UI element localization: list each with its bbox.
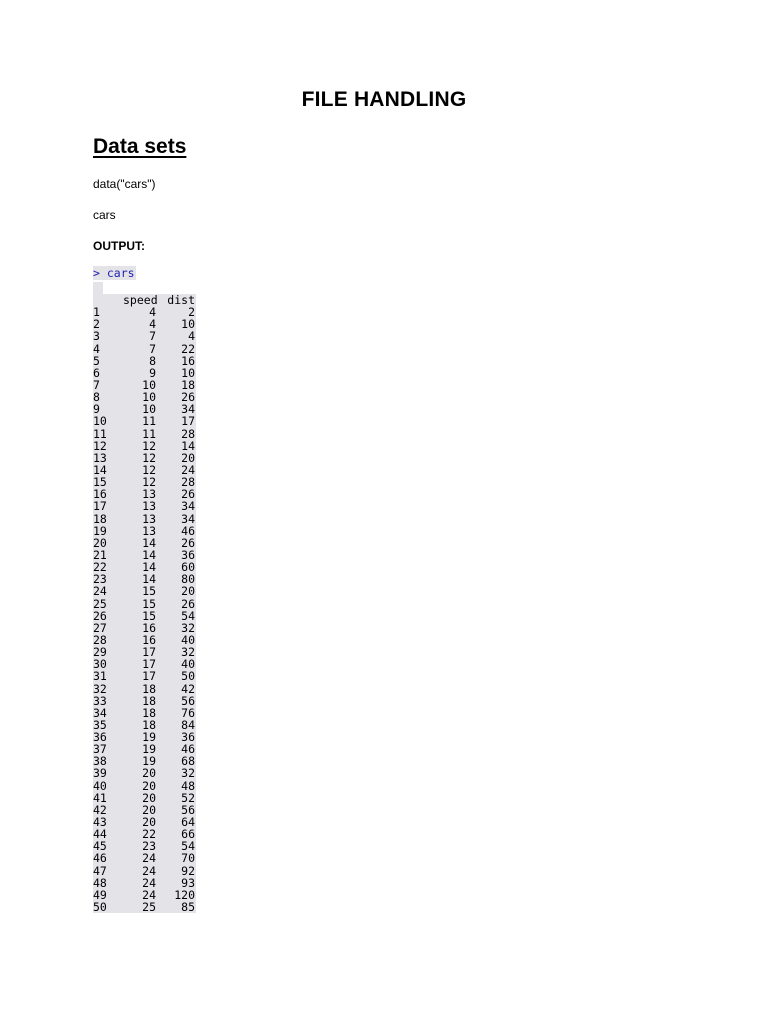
row-dist: 14 [181,438,195,453]
row-dist: 28 [181,475,195,490]
row-speed: 13 [142,523,156,538]
row-index: 1 [93,305,100,320]
console-command-line [93,267,196,281]
table-row [93,330,195,342]
row-dist: 50 [181,669,195,684]
row-speed: 24 [142,863,156,878]
row-dist: 64 [181,815,195,830]
row-dist: 20 [181,584,195,599]
row-dist: 36 [181,730,195,745]
row-index: 17 [93,499,107,514]
header-dist: dist [167,293,195,307]
row-speed: 19 [142,730,156,745]
row-dist: 60 [181,560,195,575]
row-dist: 10 [181,365,195,380]
row-index: 33 [93,693,107,708]
row-index: 35 [93,717,107,732]
section-heading: Data sets [93,135,187,158]
row-dist: 34 [181,402,195,417]
row-speed: 17 [142,669,156,684]
row-dist: 93 [181,875,195,890]
row-speed: 13 [142,511,156,526]
table-row [93,767,195,779]
table-row [93,865,195,877]
header-speed: speed [123,293,158,307]
row-index: 7 [93,377,100,392]
row-speed: 19 [142,754,156,769]
console-command: cars [106,266,135,280]
row-index: 37 [93,742,107,757]
row-index: 10 [93,414,107,429]
row-speed: 24 [142,887,156,902]
row-dist: 32 [181,766,195,781]
row-dist: 17 [181,414,195,429]
row-index: 42 [93,802,107,817]
console-blank-line [93,282,103,294]
table-row [93,415,195,427]
table-header [93,294,195,306]
row-dist: 34 [181,499,195,514]
row-dist: 22 [181,341,195,356]
row-index: 20 [93,535,107,550]
row-index: 47 [93,863,107,878]
row-speed: 24 [142,875,156,890]
row-index: 13 [93,450,107,465]
row-dist: 84 [181,717,195,732]
row-dist: 48 [181,778,195,793]
table-row [93,318,195,330]
row-index: 9 [93,402,100,417]
row-index: 25 [93,596,107,611]
row-index: 31 [93,669,107,684]
row-dist: 76 [181,705,195,720]
row-index: 39 [93,766,107,781]
row-speed: 10 [142,390,156,405]
row-speed: 24 [142,851,156,866]
row-index: 27 [93,620,107,635]
row-dist: 68 [181,754,195,769]
row-speed: 15 [142,608,156,623]
row-speed: 4 [149,305,156,320]
row-index: 32 [93,681,107,696]
row-dist: 80 [181,572,195,587]
row-dist: 26 [181,596,195,611]
row-index: 29 [93,645,107,660]
table-row [93,670,195,682]
row-index: 30 [93,657,107,672]
row-dist: 66 [181,827,195,842]
row-dist: 10 [181,317,195,332]
row-dist: 24 [181,462,195,477]
table-row [93,343,195,355]
row-speed: 16 [142,620,156,635]
row-speed: 11 [142,426,156,441]
table-row [93,500,195,512]
row-dist: 26 [181,487,195,502]
document-title: FILE HANDLING [301,88,467,111]
row-speed: 15 [142,596,156,611]
table-row [93,440,195,452]
row-speed: 9 [149,365,156,380]
row-index: 44 [93,827,107,842]
row-speed: 8 [149,353,156,368]
row-dist: 92 [181,863,195,878]
row-index: 6 [93,365,100,380]
row-index: 28 [93,632,107,647]
row-index: 19 [93,523,107,538]
row-index: 23 [93,572,107,587]
row-speed: 10 [142,402,156,417]
row-dist: 54 [181,608,195,623]
table-row [93,306,195,318]
row-index: 4 [93,341,100,356]
row-dist: 28 [181,426,195,441]
row-index: 5 [93,353,100,368]
row-speed: 7 [149,341,156,356]
row-dist: 56 [181,693,195,708]
row-dist: 26 [181,535,195,550]
row-speed: 12 [142,475,156,490]
row-speed: 20 [142,802,156,817]
row-dist: 46 [181,523,195,538]
row-speed: 11 [142,414,156,429]
row-dist: 52 [181,790,195,805]
row-index: 45 [93,839,107,854]
table-row [93,610,195,622]
code-line-cars: cars [93,208,116,222]
row-index: 8 [93,390,100,405]
table-row [93,695,195,707]
row-speed: 20 [142,766,156,781]
table-row [93,683,195,695]
table-row [93,780,195,792]
row-index: 24 [93,584,107,599]
row-speed: 12 [142,438,156,453]
row-speed: 14 [142,535,156,550]
row-dist: 36 [181,547,195,562]
row-dist: 85 [181,900,195,915]
row-index: 11 [93,426,107,441]
console-table [93,294,196,913]
row-dist: 46 [181,742,195,757]
row-dist: 4 [188,329,195,344]
row-speed: 16 [142,632,156,647]
row-dist: 34 [181,511,195,526]
row-speed: 10 [142,377,156,392]
row-index: 41 [93,790,107,805]
row-speed: 14 [142,547,156,562]
row-speed: 15 [142,584,156,599]
row-dist: 42 [181,681,195,696]
row-index: 50 [93,900,107,915]
row-dist: 20 [181,450,195,465]
row-index: 36 [93,730,107,745]
row-index: 40 [93,778,107,793]
table-row [93,355,195,367]
row-index: 49 [93,887,107,902]
row-dist: 2 [188,305,195,320]
row-index: 14 [93,462,107,477]
row-speed: 13 [142,499,156,514]
row-speed: 18 [142,681,156,696]
row-dist: 56 [181,802,195,817]
row-index: 18 [93,511,107,526]
row-speed: 14 [142,560,156,575]
row-index: 12 [93,438,107,453]
table-row [93,585,195,597]
table-rows [93,306,195,913]
row-speed: 20 [142,815,156,830]
row-dist: 32 [181,645,195,660]
row-dist: 16 [181,353,195,368]
row-speed: 4 [149,317,156,332]
row-index: 21 [93,547,107,562]
table-row [93,852,195,864]
row-speed: 23 [142,839,156,854]
row-index: 48 [93,875,107,890]
row-index: 46 [93,851,107,866]
console-prompt: > [93,266,100,280]
row-speed: 13 [142,487,156,502]
row-speed: 17 [142,657,156,672]
output-label: OUTPUT: [93,239,145,253]
row-dist: 40 [181,657,195,672]
row-dist: 32 [181,620,195,635]
row-dist: 70 [181,851,195,866]
table-row [93,525,195,537]
row-dist: 54 [181,839,195,854]
row-index: 26 [93,608,107,623]
row-speed: 25 [142,900,156,915]
row-speed: 20 [142,778,156,793]
table-row [93,428,195,440]
row-index: 2 [93,317,100,332]
row-speed: 17 [142,645,156,660]
row-dist: 40 [181,632,195,647]
table-row [93,598,195,610]
row-index: 15 [93,475,107,490]
row-speed: 18 [142,705,156,720]
row-speed: 18 [142,693,156,708]
code-line-data: data("cars") [93,177,156,191]
row-index: 34 [93,705,107,720]
row-index: 43 [93,815,107,830]
table-row [93,901,195,913]
row-dist: 18 [181,377,195,392]
row-dist: 26 [181,390,195,405]
row-speed: 7 [149,329,156,344]
row-speed: 12 [142,450,156,465]
row-speed: 20 [142,790,156,805]
console-output [93,267,196,913]
row-speed: 14 [142,572,156,587]
row-index: 22 [93,560,107,575]
table-row [93,513,195,525]
row-index: 3 [93,329,100,344]
row-index: 16 [93,487,107,502]
row-index: 38 [93,754,107,769]
row-dist: 120 [174,887,195,902]
row-speed: 12 [142,462,156,477]
row-speed: 18 [142,717,156,732]
row-speed: 22 [142,827,156,842]
row-speed: 19 [142,742,156,757]
